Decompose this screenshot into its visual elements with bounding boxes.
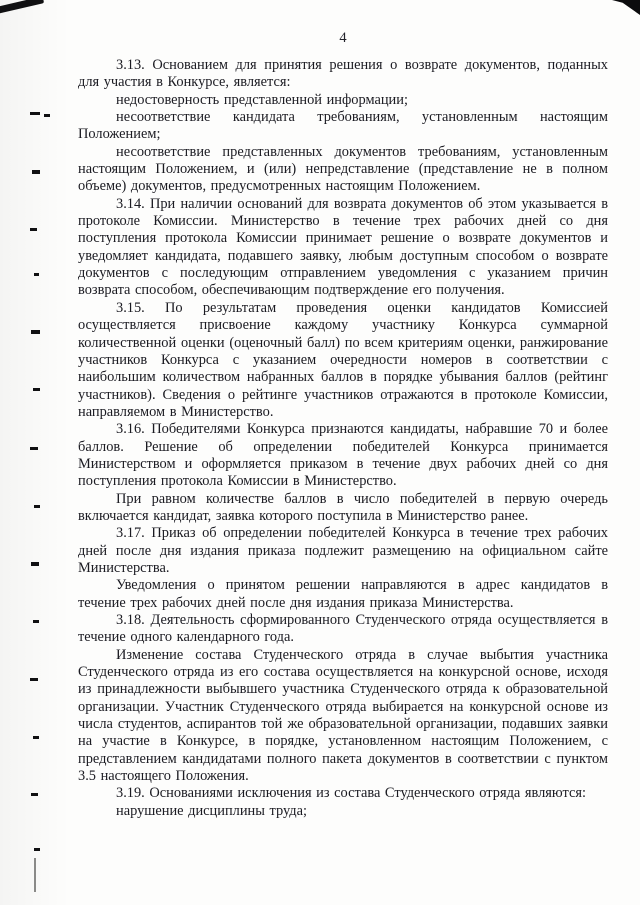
paragraph: 3.14. При наличии оснований для возврата документов об этом указывается в протоколе Комиссии. Министерство в течение трех рабочих дней со дня поступления протокола Комиссии принимает решение о возврате документов и уведомляет кандидата, подавшего заявку, любым доступным способом о возврате документов с последующим отправлением уведомления с указанием причин возврата способом, обеспечивающим подтверждение его получения. — [78, 195, 608, 299]
paragraph: Изменение состава Студенческого отряда в случае выбытия участника Студенческого отряда из его состава осуществляется на конкурсной основе, исходя из принадлежности выбывшего участника Студенческого отряда к образовательной организации. Участник Студенческого отряда выбирается на конкурсной основе из числа студентов, аспирантов той же образовательной организации, подавших заявки на участие в Конкурсе, в порядке, установленном настоящим Положением, с представлением кандидатами полного пакета документов в соответствии с пунктом 3.5 настоящего Положения. — [78, 646, 608, 785]
scan-artifact — [34, 505, 40, 508]
paragraph: несоответствие представленных документов требованиям, установленным настоящим Положением, и (или) непредставление (представление не в полном объеме) документов, предусмотренных настоящим Положением. — [78, 143, 608, 195]
scan-artifact — [30, 447, 38, 450]
scan-artifact — [32, 170, 40, 174]
paragraph: Уведомления о принятом решении направляются в адрес кандидатов в течение трех рабочих дней после дня издания приказа Министерства. — [78, 577, 608, 611]
scan-artifact-top-right — [612, 0, 640, 15]
scan-artifact — [31, 562, 39, 566]
paragraph: 3.15. По результатам проведения оценки кандидатов Комиссией осуществляется присвоение каждому участнику Конкурса суммарной количественной оценки (оценочный балл) по всем критериям оценки, ранжирование участников Конкурса с указанием очередности номеров в соответствии с наибольшим количеством набранных баллов в порядке убывания баллов (рейтинг участников). Сведения о рейтинге участников отражаются в протоколе Комиссии, направляемом в Министерство. — [78, 299, 608, 420]
paragraph: 3.16. Победителями Конкурса признаются кандидаты, набравшие 70 и более баллов. Решение об определении победителей Конкурса принимается Министерством и оформляется приказом в течение двух рабочих дней со дня поступления протокола Комиссии в Министерство. — [78, 421, 608, 490]
paragraph: 3.18. Деятельность сформированного Студенческого отряда осуществляется в течение одного календарного года. — [78, 612, 608, 646]
scan-artifact — [30, 228, 37, 231]
scan-artifact — [34, 273, 39, 276]
scan-artifact — [31, 793, 38, 796]
page-number: 4 — [339, 30, 347, 46]
scan-artifact — [44, 114, 50, 117]
scan-artifact — [33, 388, 40, 391]
scan-artifact — [34, 848, 40, 851]
scan-artifact-top-left — [0, 0, 44, 15]
document-body — [78, 57, 608, 820]
paragraph: недостоверность представленной информации; — [116, 91, 408, 108]
paragraph: 3.19. Основаниями исключения из состава Студенческого отряда являются: — [116, 785, 586, 802]
scan-artifact — [33, 736, 39, 739]
scan-artifact — [31, 330, 40, 334]
paragraph: 3.13. Основанием для принятия решения о возврате документов, поданных для участия в Конкурсе, является: — [78, 57, 608, 91]
paragraph: 3.17. Приказ об определении победителей Конкурса в течение трех рабочих дней после дня издания приказа подлежит размещению на официальном сайте Министерства. — [78, 525, 608, 576]
paragraph: несоответствие кандидата требованиям, установленным настоящим Положением; — [78, 109, 608, 143]
scan-artifact — [30, 112, 40, 115]
scan-artifact — [30, 678, 38, 681]
paragraph: нарушение дисциплины труда; — [116, 802, 307, 819]
scan-artifact-edge-line — [34, 858, 36, 892]
scan-artifact — [33, 620, 39, 623]
paragraph: При равном количестве баллов в число победителей в первую очередь включается кандидат, заявка которого поступила в Министерство ранее. — [78, 490, 608, 524]
